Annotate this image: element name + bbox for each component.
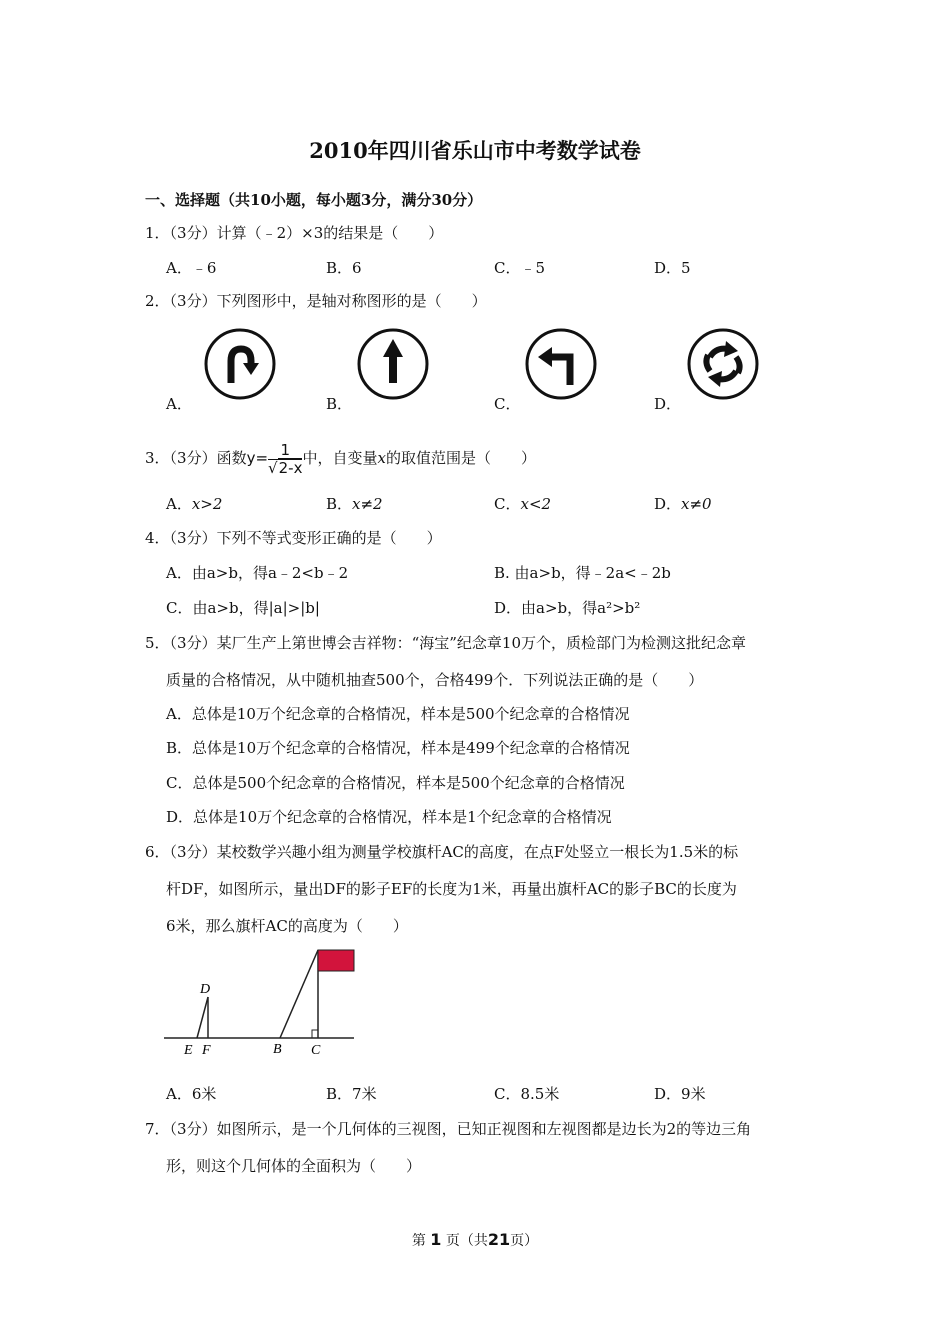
q3-prefix: 3．（3分）函数	[145, 449, 247, 467]
q4-option-c: C．由a>b，得|a|>|b|	[166, 599, 320, 617]
q4-option-a: A．由a>b，得a﹣2<b﹣2	[166, 564, 349, 582]
straight-arrow-sign-icon	[356, 327, 430, 401]
q6-option-d: D．9米	[654, 1085, 706, 1103]
q3-option-d: D．x≠0	[654, 495, 712, 513]
q3-option-b: B．x≠2	[326, 495, 383, 513]
q3-denominator: 2-x	[278, 458, 303, 477]
question-6-line-1: 6．（3分）某校数学兴趣小组为测量学校旗杆AC的高度，在点F处竖立一根长为1.5米的标	[145, 843, 739, 861]
q4-option-b: B. 由a>b，得﹣2a<﹣2b	[494, 564, 671, 582]
section-heading: 一、选择题（共10小题，每小题3分，满分30分）	[145, 191, 483, 209]
q2-option-b: B．	[326, 395, 353, 413]
q5-option-b: B．总体是10万个纪念章的合格情况，样本是499个纪念章的合格情况	[166, 739, 630, 757]
u-turn-sign-icon	[203, 327, 277, 401]
footer-prefix: 第	[411, 1233, 426, 1249]
question-6-line-3: 6米，那么旗杆AC的高度为（ ）	[166, 917, 408, 935]
q1-option-a: A．﹣6	[166, 259, 217, 277]
page-title: 2010年四川省乐山市中考数学试卷	[309, 138, 641, 163]
q1-option-b: B．6	[326, 259, 362, 277]
left-turn-sign-icon	[524, 327, 598, 401]
q3-numerator: 1	[268, 442, 302, 460]
footer-suffix: 页）	[510, 1233, 539, 1249]
question-5-line-2: 质量的合格情况，从中随机抽查500个，合格499个．下列说法正确的是（ ）	[166, 671, 704, 689]
flag	[318, 950, 354, 971]
q6-option-a: A．6米	[166, 1085, 217, 1103]
question-4: 4．（3分）下列不等式变形正确的是（ ）	[145, 529, 442, 547]
page-footer	[0, 1230, 950, 1251]
flagpole-diagram	[160, 945, 360, 1060]
page-number: 1	[430, 1230, 442, 1249]
q1-option-d: D．5	[654, 259, 691, 277]
q6-option-c: C．8.5米	[494, 1085, 560, 1103]
shadow-line-ed	[197, 997, 208, 1038]
q2-option-a: A．	[166, 395, 192, 413]
label-e: E	[184, 1043, 193, 1058]
question-5-line-1: 5．（3分）某厂生产上第世博会吉祥物：“海宝”纪念章10万个，质检部门为检测这批纪念章	[145, 634, 747, 652]
label-c: C	[311, 1043, 321, 1058]
label-b: B	[273, 1042, 282, 1057]
footer-mid: 页（共	[445, 1233, 488, 1249]
question-6-line-2: 杆DF，如图所示，量出DF的影子EF的长度为1米，再量出旗杆AC的影子BC的长度为	[166, 880, 737, 898]
roundabout-sign-icon	[686, 327, 760, 401]
q5-option-c: C．总体是500个纪念章的合格情况，样本是500个纪念章的合格情况	[166, 774, 625, 792]
q6-option-b: B．7米	[326, 1085, 377, 1103]
label-d: D	[200, 982, 211, 997]
q4-option-d: D．由a>b，得a²>b²	[494, 599, 641, 617]
total-pages: 21	[487, 1230, 511, 1249]
q3-option-a: A．x>2	[166, 495, 223, 513]
question-7-line-1: 7．（3分）如图所示，是一个几何体的三视图，已知正视图和左视图都是边长为2的等边三角	[145, 1120, 752, 1138]
q3-variable: x	[377, 449, 386, 467]
q3-option-c: C．x<2	[494, 495, 552, 513]
q2-option-d: D．	[654, 395, 682, 413]
q2-option-c: C．	[494, 395, 521, 413]
q5-option-a: A．总体是10万个纪念章的合格情况，样本是500个纪念章的合格情况	[166, 705, 630, 723]
question-1: 1．（3分）计算（﹣2）×3的结果是（ ）	[145, 224, 444, 242]
right-angle-mark	[312, 1030, 318, 1038]
q3-fraction: $\frac{1}{√2-x}$	[268, 440, 303, 477]
q3-suffix: 的取值范围是（ ）	[385, 449, 536, 467]
q3-mid: 中，自变量	[302, 449, 378, 467]
q3-function-y: y=	[246, 449, 269, 467]
q1-option-c: C．﹣5	[494, 259, 546, 277]
label-f: F	[202, 1043, 211, 1058]
shadow-line-ba	[280, 950, 318, 1038]
question-7-line-2: 形，则这个几何体的全面积为（ ）	[166, 1157, 422, 1175]
question-2: 2．（3分）下列图形中，是轴对称图形的是（ ）	[145, 292, 487, 310]
question-3	[145, 438, 536, 478]
q5-option-d: D．总体是10万个纪念章的合格情况，样本是1个纪念章的合格情况	[166, 808, 612, 826]
